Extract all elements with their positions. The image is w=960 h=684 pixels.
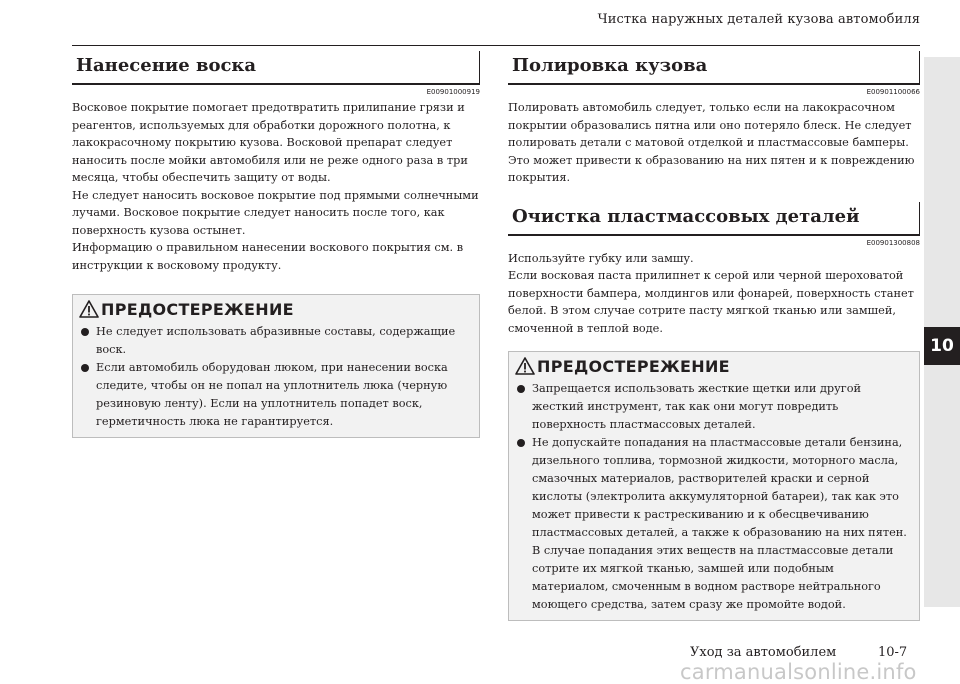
chapter-tab-label: 10 [924, 327, 960, 365]
section-code: E00901000919 [426, 88, 480, 96]
list-item-text: Не допускайте попадания на пластмассовые детали бензина, дизельного топлива, тормозной жидкости, моторного масла, смазочных материалов, растворителей краски и серной кислоты (электролита аккумуляторной батареи), так как это может привести к растрескиванию и к обесцвечиванию пластмассовых деталей, а также к образованию на них пятен. В случае попадания этих веществ на пластмассовые детали сотрите их мягкой тканью, замшей или подобным материалом, смоченным в водном растворе нейтрального моющего средства, затем сразу же промойте водой. [532, 436, 907, 611]
section-title: Нанесение воска [76, 55, 257, 76]
warning-triangle-icon [515, 357, 535, 375]
paragraph: Восковое покрытие помогает предотвратить прилипание грязи и реагентов, используемых для обработки дорожного полотна, к лакокрасочному покрытию кузова. Восковой препарат следует наносить после мойки автомобиля или не реже одного раза в три месяца, чтобы обеспечить защиту от воды. [72, 101, 468, 184]
header-rule [72, 45, 920, 46]
section-heading-wax [72, 51, 480, 85]
bullet-icon [81, 364, 89, 372]
section-title: Очистка пластмассовых деталей [512, 205, 860, 227]
list-item-text: Если автомобиль оборудован люком, при нанесении воска следите, чтобы он не попал на уплотнитель люка (черную резиновую ленту). Если на уплотнитель попадет воск, герметичность люка не гарантируется. [96, 361, 448, 428]
list-item-text: Запрещается использовать жесткие щетки или другой жесткий инструмент, так как они могут повредить поверхность пластмассовых деталей. [532, 382, 862, 431]
warning-title: ПРЕДОСТЕРЕЖЕНИЕ [537, 356, 730, 376]
page-number: 10-7 [878, 645, 908, 660]
left-column [72, 51, 480, 438]
right-column [508, 51, 920, 621]
watermark: carmanualsonline.info [680, 660, 917, 684]
list-item [79, 359, 473, 431]
list-item [515, 380, 913, 434]
section-title: Полировка кузова [512, 55, 708, 76]
warning-header [515, 352, 913, 380]
paragraph: Информацию о правильном нанесении воскового покрытия см. в инструкции к восковому продукту. [72, 241, 464, 272]
paragraph: Используйте губку или замшу. [508, 251, 694, 265]
page-header-title: Чистка наружных деталей кузова автомобиля [597, 12, 920, 27]
warning-list [79, 323, 473, 431]
paragraph: Не следует наносить восковое покрытие под прямыми солнечными лучами. Восковое покрытие следует наносить после того, как поверхность кузова остынет. [72, 188, 479, 237]
section-heading-plastic [508, 202, 920, 236]
warning-triangle-icon [79, 300, 99, 318]
warning-list [515, 380, 913, 614]
warning-title: ПРЕДОСТЕРЕЖЕНИЕ [101, 299, 294, 319]
bullet-icon [81, 328, 89, 336]
list-item [79, 323, 473, 359]
warning-header [79, 295, 473, 323]
warning-box [72, 294, 480, 438]
paragraph: Если восковая паста прилипнет к серой или черной шероховатой поверхности бампера, молдингов или фонарей, поверхность станет белой. В этом случае сотрите пасту мягкой тканью или замшей, смоченной в теплой воде. [508, 269, 914, 335]
footer-section: Уход за автомобилем [690, 645, 837, 660]
section-body [508, 99, 920, 187]
section-body [72, 99, 480, 274]
section-heading-polish [508, 51, 920, 85]
list-item [515, 434, 913, 614]
section-code: E00901300808 [866, 238, 920, 247]
warning-box [508, 351, 920, 621]
section-code: E00901100066 [866, 88, 920, 96]
section-body [508, 250, 920, 338]
list-item-text: Не следует использовать абразивные составы, содержащие воск. [96, 325, 456, 356]
paragraph: Полировать автомобиль следует, только если на лакокрасочном покрытии образовались пятна или оно потеряло блеск. Не следует полировать детали с матовой отделкой и пластмассовые бамперы. Это может привести к образованию на них пятен и к повреждению покрытия. [508, 101, 915, 184]
bullet-icon [517, 385, 525, 393]
bullet-icon [517, 439, 525, 447]
